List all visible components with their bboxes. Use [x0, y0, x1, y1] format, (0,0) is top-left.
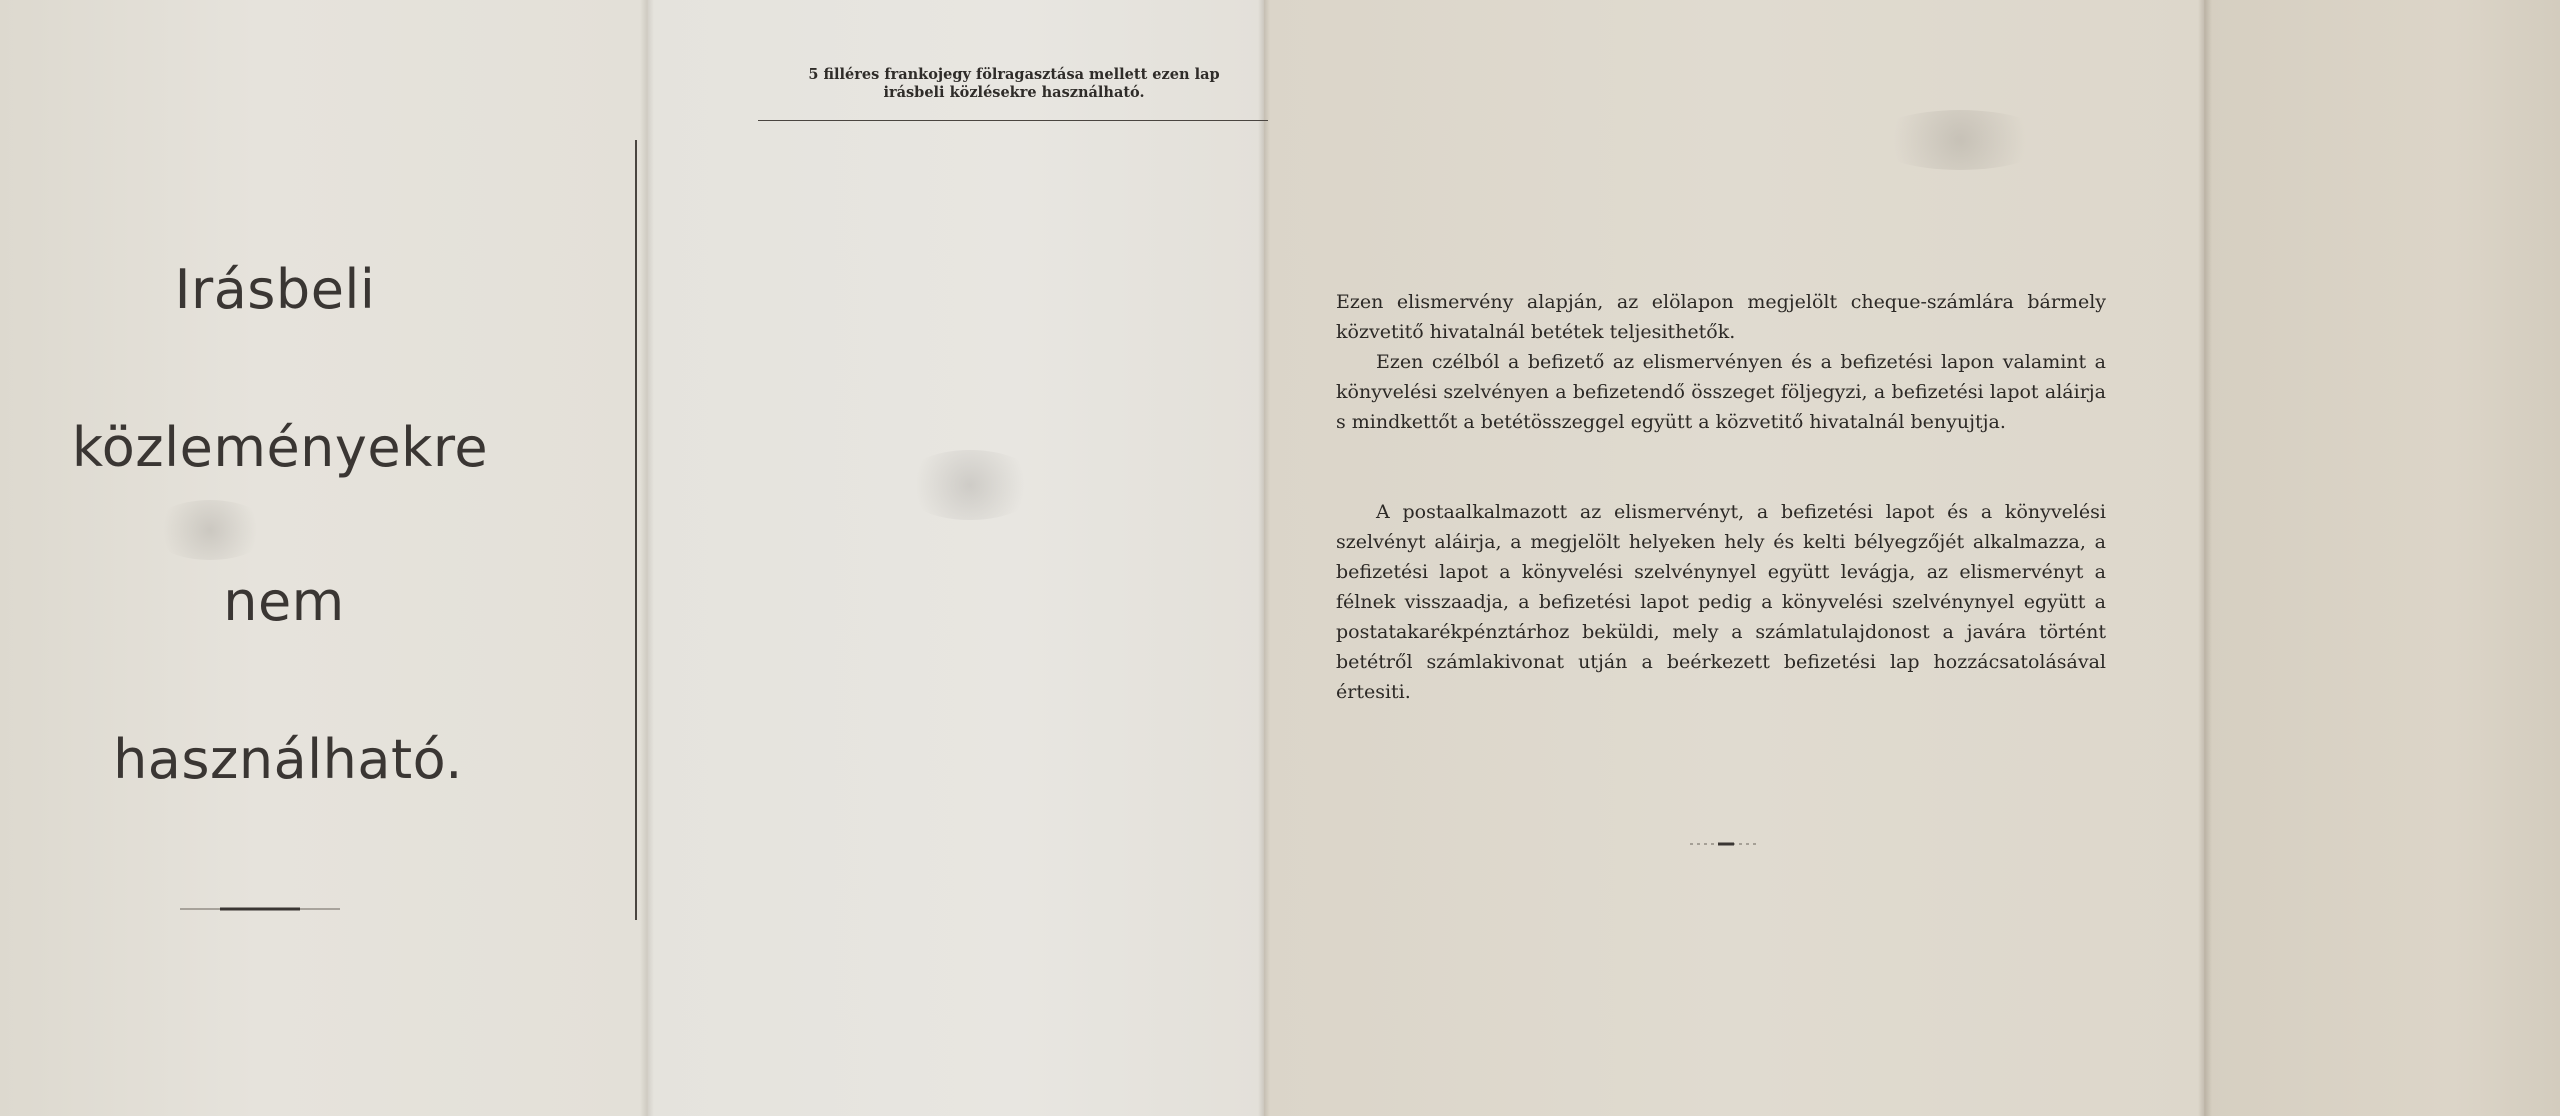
instruction-paragraph: Ezen czélból a befizető az elismervényen és a befizetési lapon valamint a könyvelési szelvényen a befizetendő összeget följegyzi, a befizetési lapot aláirja s mindkettőt a betétösszeggel együtt a közvetitő hivatalnál benyujtja.: [1336, 351, 2106, 433]
stamp-instruction-line: irásbeli közlésekre használható.: [883, 84, 1145, 101]
end-ornament: [1690, 840, 1760, 848]
stamp-instruction: [742, 66, 1286, 102]
instruction-underline: [758, 120, 1268, 121]
faint-stamp-mark: [1870, 110, 2050, 170]
instruction-paragraph: A postaalkalmazott az elismervényt, a befizetési lapot és a könyvelési szelvényt aláirja, a megjelölt helyeken hely és kelti bélyegzőjét alkalmazza, a befizetési lapot a könyvelési szelvénynyel együtt levágja, az elismervényt a félnek visszaadja, a befizetési lapot pedig a könyvelési szelvénynyel együtt a postatakarékpénztárhoz beküldi, mely a számlatulajdonost a javára történt betétről számlakivonat utján a beérkezett befizetési lap hozzácsatolásával értesiti.: [1336, 501, 2106, 703]
left-panel: [0, 0, 648, 1116]
notice-line: használható.: [113, 728, 463, 791]
middle-panel: [648, 0, 1264, 1116]
far-right-panel: [2204, 0, 2560, 1116]
ornament-rule: [180, 904, 340, 914]
instruction-paragraph: Ezen elismervény alapján, az elölapon megjelölt cheque-számlára bármely közvetitő hivatalnál betétek teljesithetők.: [1336, 291, 2106, 343]
notice-line: közleményekre: [71, 416, 489, 479]
fold-crease: [1258, 0, 1270, 1116]
fold-crease: [640, 0, 654, 1116]
fold-crease: [2198, 0, 2212, 1116]
stamp-instruction-line: 5 filléres frankojegy fölragasztása mellett ezen lap: [808, 66, 1220, 83]
divider-line: [635, 140, 637, 920]
notice-line: nem: [223, 570, 345, 633]
faint-stamp-mark: [150, 500, 270, 560]
notice-line: Irásbeli: [174, 258, 376, 321]
faint-stamp-mark: [900, 450, 1040, 520]
